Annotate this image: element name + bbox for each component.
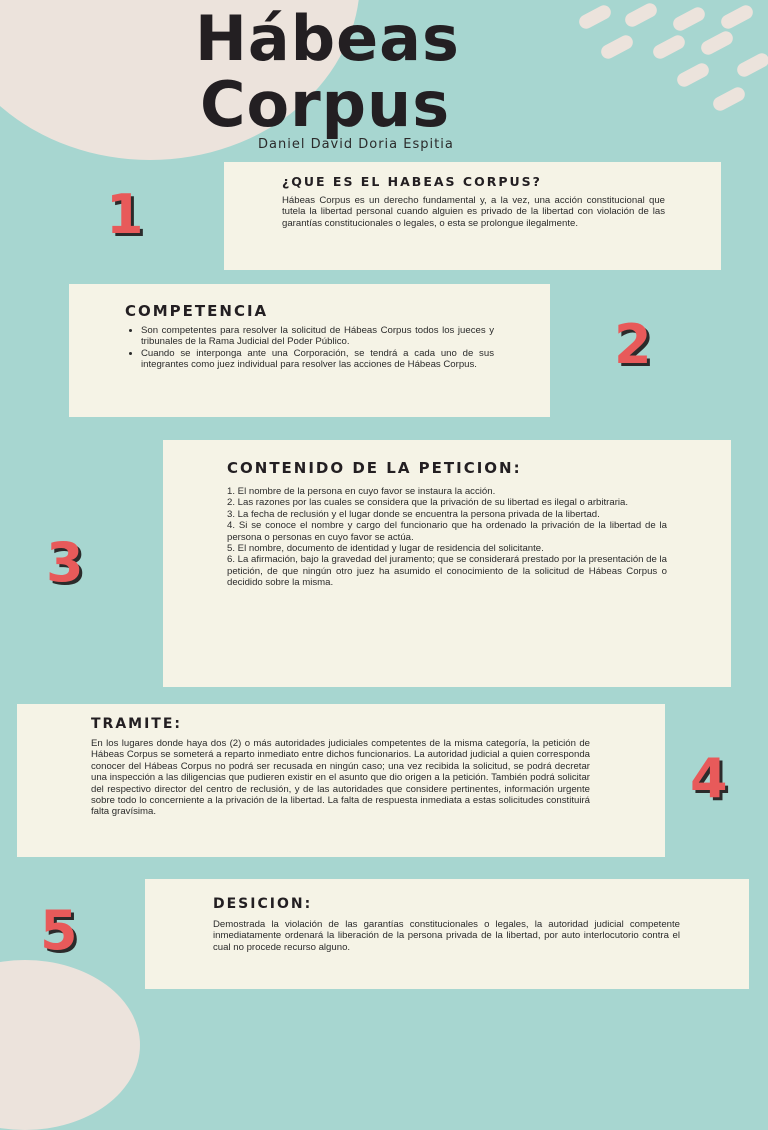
- list-item: • Cuando se interponga ante una Corporación, se tendrá a cada uno de sus integrantes como juez individual para resolver las acciones de Hábeas Corpus.: [141, 348, 494, 371]
- decorative-blob-bottom: [0, 960, 140, 1130]
- section-number-2: 2: [614, 313, 652, 376]
- section-card-definition: [224, 162, 721, 270]
- section-card-decision: [145, 879, 749, 989]
- section-text: Demostrada la violación de las garantías constitucionales o legales, la autoridad judicial competente inmediatamente ordenará la liberación de la persona privada de la libertad, por auto interlocutorio contra el cual no procede recurso alguno.: [213, 919, 680, 953]
- decorative-pill: [719, 3, 756, 31]
- page-title: [195, 2, 615, 141]
- section-number-4: 4: [690, 747, 728, 810]
- decorative-pill: [623, 1, 660, 29]
- decorative-pill: [735, 51, 768, 79]
- title-line-1: Hábeas: [195, 2, 460, 75]
- section-card-contenido: [163, 440, 731, 687]
- decorative-pill: [675, 61, 712, 89]
- list-item: • Son competentes para resolver la solicitud de Hábeas Corpus todos los jueces y tribunales de la Rama Judicial del Poder Público.: [141, 325, 494, 348]
- section-number-1: 1: [106, 183, 144, 246]
- section-text: Hábeas Corpus es un derecho fundamental y, a la vez, una acción constitucional que tutela la libertad personal cuando alguien es privado de la libertad con violación de las garantías constitucionales o legales, o esta se prolongue ilegalmente.: [282, 195, 665, 229]
- title-line-2: Corpus: [200, 68, 451, 141]
- author-name: Daniel David Doria Espitia: [258, 137, 454, 152]
- bullet-list: [125, 325, 494, 371]
- decorative-pill: [651, 33, 688, 61]
- section-heading: DESICION:: [213, 896, 313, 912]
- section-heading: ¿QUE ES EL HABEAS CORPUS?: [282, 174, 542, 189]
- decorative-pill: [699, 29, 736, 57]
- section-card-tramite: [17, 704, 665, 857]
- section-number-5: 5: [40, 899, 78, 962]
- decorative-pill: [711, 85, 748, 113]
- section-text: En los lugares donde haya dos (2) o más autoridades judiciales competentes de la misma categoría, la petición de Hábeas Corpus se someterá a reparto inmediato entre dichos funcionarios. La autoridad judicial a quien corresponda conocer del Hábeas Corpus no podrá ser recusada en ningún caso; una vez recibida la solicitud, se podrá decretar una inspección a las diligencias que pudieren existir en el asunto que dio origen a la petición. También podrá solicitar del respectivo director del centro de reclusión, y de las autoridades que considere pertinentes, información urgente sobre todo lo concerniente a la privación de la libertad. La falta de respuesta inmediata a estas solicitudes constituirá falta gravísima.: [91, 738, 590, 818]
- section-heading: CONTENIDO DE LA PETICION:: [227, 459, 522, 477]
- section-card-competencia: [69, 284, 550, 417]
- section-heading: TRAMITE:: [91, 716, 183, 732]
- section-heading: COMPETENCIA: [125, 302, 269, 320]
- section-number-3: 3: [46, 531, 84, 594]
- decorative-pill: [671, 5, 708, 33]
- section-text: 1. El nombre de la persona en cuyo favor se instaura la acción. 2. Las razones por las cuales se considera que la privación de su libertad es ilegal o arbitraria. 3. La fecha de reclusión y el lugar donde se encuentra la persona privada de la libertad. 4. Si se conoce el nombre y cargo del funcionario que ha ordenado la privación de la libertad de la persona o personas en cuyo favor se actúa. 5. El nombre, documento de identidad y lugar de residencia del solicitante. 6. La afirmación, bajo la gravedad del juramento; que se considerará prestado por la presentación de la petición, de que ningún otro juez ha asumido el conocimiento de la solicitud de Hábeas Corpus o decidido sobre la misma.: [227, 486, 667, 589]
